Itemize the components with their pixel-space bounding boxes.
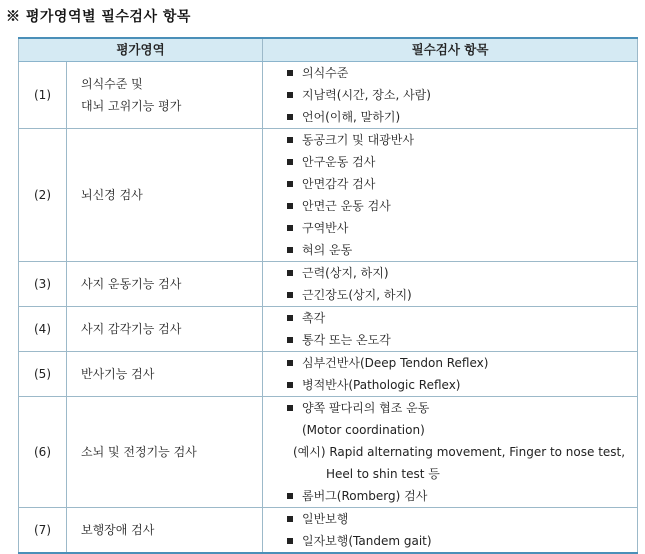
list-item bbox=[287, 374, 637, 396]
square-bullet-icon bbox=[287, 159, 293, 165]
item-text: 롬버그(Romberg) 검사 bbox=[302, 489, 428, 503]
area-line: 의식수준 및 bbox=[81, 77, 143, 91]
square-bullet-icon bbox=[287, 70, 293, 76]
item-text: 병적반사(Pathologic Reflex) bbox=[302, 378, 461, 392]
area-line: 뇌신경 검사 bbox=[81, 188, 143, 202]
area-line: 대뇌 고위기능 평가 bbox=[81, 99, 182, 113]
list-item bbox=[287, 485, 637, 507]
item-text: 언어(이해, 말하기) bbox=[302, 110, 401, 124]
row-number: (4) bbox=[19, 307, 67, 352]
area-line: 반사기능 검사 bbox=[81, 367, 155, 381]
area-line: 사지 감각기능 검사 bbox=[81, 322, 182, 336]
list-item bbox=[287, 307, 637, 329]
square-bullet-icon bbox=[287, 315, 293, 321]
items-cell bbox=[263, 262, 638, 307]
table-row bbox=[19, 62, 638, 129]
square-bullet-icon bbox=[287, 538, 293, 544]
area-cell bbox=[67, 508, 263, 554]
square-bullet-icon bbox=[287, 337, 293, 343]
items-cell bbox=[263, 62, 638, 129]
items-cell bbox=[263, 352, 638, 397]
area-cell bbox=[67, 129, 263, 262]
list-item bbox=[287, 173, 637, 195]
item-continuation: (Motor coordination) bbox=[302, 423, 425, 437]
item-text: 혀의 운동 bbox=[302, 243, 353, 257]
item-text: 촉각 bbox=[302, 311, 326, 325]
row-number: (5) bbox=[19, 352, 67, 397]
list-item bbox=[287, 329, 637, 351]
list-item bbox=[287, 195, 637, 217]
items-cell bbox=[263, 307, 638, 352]
item-text: 일반보행 bbox=[302, 512, 349, 526]
area-line: 보행장애 검사 bbox=[81, 523, 155, 537]
square-bullet-icon bbox=[287, 493, 293, 499]
assessment-table bbox=[18, 37, 638, 554]
row-number: (6) bbox=[19, 397, 67, 508]
square-bullet-icon bbox=[287, 92, 293, 98]
table-row bbox=[19, 508, 638, 554]
square-bullet-icon bbox=[287, 225, 293, 231]
list-item bbox=[287, 151, 637, 173]
square-bullet-icon bbox=[287, 516, 293, 522]
example-text: (예시) Rapid alternating movement, Finger to nose test, bbox=[293, 445, 626, 459]
square-bullet-icon bbox=[287, 270, 293, 276]
square-bullet-icon bbox=[287, 292, 293, 298]
item-text: 안면근 운동 검사 bbox=[302, 199, 391, 213]
list-item bbox=[287, 530, 637, 552]
item-text: 안면감각 검사 bbox=[302, 177, 376, 191]
row-number: (3) bbox=[19, 262, 67, 307]
square-bullet-icon bbox=[287, 382, 293, 388]
header-items: 필수검사 항목 bbox=[263, 38, 638, 62]
row-number: (1) bbox=[19, 62, 67, 129]
area-line: 사지 운동기능 검사 bbox=[81, 277, 182, 291]
table-row bbox=[19, 352, 638, 397]
list-item bbox=[287, 129, 637, 151]
list-item bbox=[287, 84, 637, 106]
area-cell bbox=[67, 397, 263, 508]
row-number: (2) bbox=[19, 129, 67, 262]
list-item bbox=[287, 352, 637, 374]
square-bullet-icon bbox=[287, 114, 293, 120]
square-bullet-icon bbox=[287, 360, 293, 366]
items-cell bbox=[263, 397, 638, 508]
area-cell bbox=[67, 62, 263, 129]
list-item bbox=[287, 239, 637, 261]
list-item bbox=[287, 62, 637, 84]
item-text: 지남력(시간, 장소, 사람) bbox=[302, 88, 431, 102]
list-item bbox=[287, 284, 637, 306]
item-text: 일자보행(Tandem gait) bbox=[302, 534, 432, 548]
area-cell bbox=[67, 262, 263, 307]
list-item bbox=[287, 508, 637, 530]
items-cell bbox=[263, 508, 638, 554]
item-text: 구역반사 bbox=[302, 221, 349, 235]
list-item bbox=[287, 217, 637, 239]
item-text: 근력(상지, 하지) bbox=[302, 266, 389, 280]
example-continuation: Heel to shin test 등 bbox=[326, 467, 440, 481]
square-bullet-icon bbox=[287, 247, 293, 253]
table-row bbox=[19, 397, 638, 508]
table-row bbox=[19, 307, 638, 352]
item-text: 안구운동 검사 bbox=[302, 155, 376, 169]
item-text: 의식수준 bbox=[302, 66, 349, 80]
header-area: 평가영역 bbox=[19, 38, 263, 62]
square-bullet-icon bbox=[287, 181, 293, 187]
table-row bbox=[19, 129, 638, 262]
square-bullet-icon bbox=[287, 137, 293, 143]
item-text: 양쪽 팔다리의 협조 운동 bbox=[302, 401, 430, 415]
item-text: 통각 또는 온도각 bbox=[302, 333, 391, 347]
square-bullet-icon bbox=[287, 405, 293, 411]
table-header-row bbox=[19, 38, 638, 62]
item-text: 심부건반사(Deep Tendon Reflex) bbox=[302, 356, 489, 370]
square-bullet-icon bbox=[287, 203, 293, 209]
item-text: 근긴장도(상지, 하지) bbox=[302, 288, 412, 302]
table-row bbox=[19, 262, 638, 307]
page-title: ※ 평가영역별 필수검사 항목 bbox=[6, 9, 191, 25]
list-item bbox=[287, 262, 637, 284]
area-cell bbox=[67, 307, 263, 352]
list-item bbox=[287, 106, 637, 128]
area-line: 소뇌 및 전정기능 검사 bbox=[81, 445, 197, 459]
area-cell bbox=[67, 352, 263, 397]
list-item bbox=[287, 397, 637, 419]
row-number: (7) bbox=[19, 508, 67, 554]
item-text: 동공크기 및 대광반사 bbox=[302, 133, 414, 147]
items-cell bbox=[263, 129, 638, 262]
